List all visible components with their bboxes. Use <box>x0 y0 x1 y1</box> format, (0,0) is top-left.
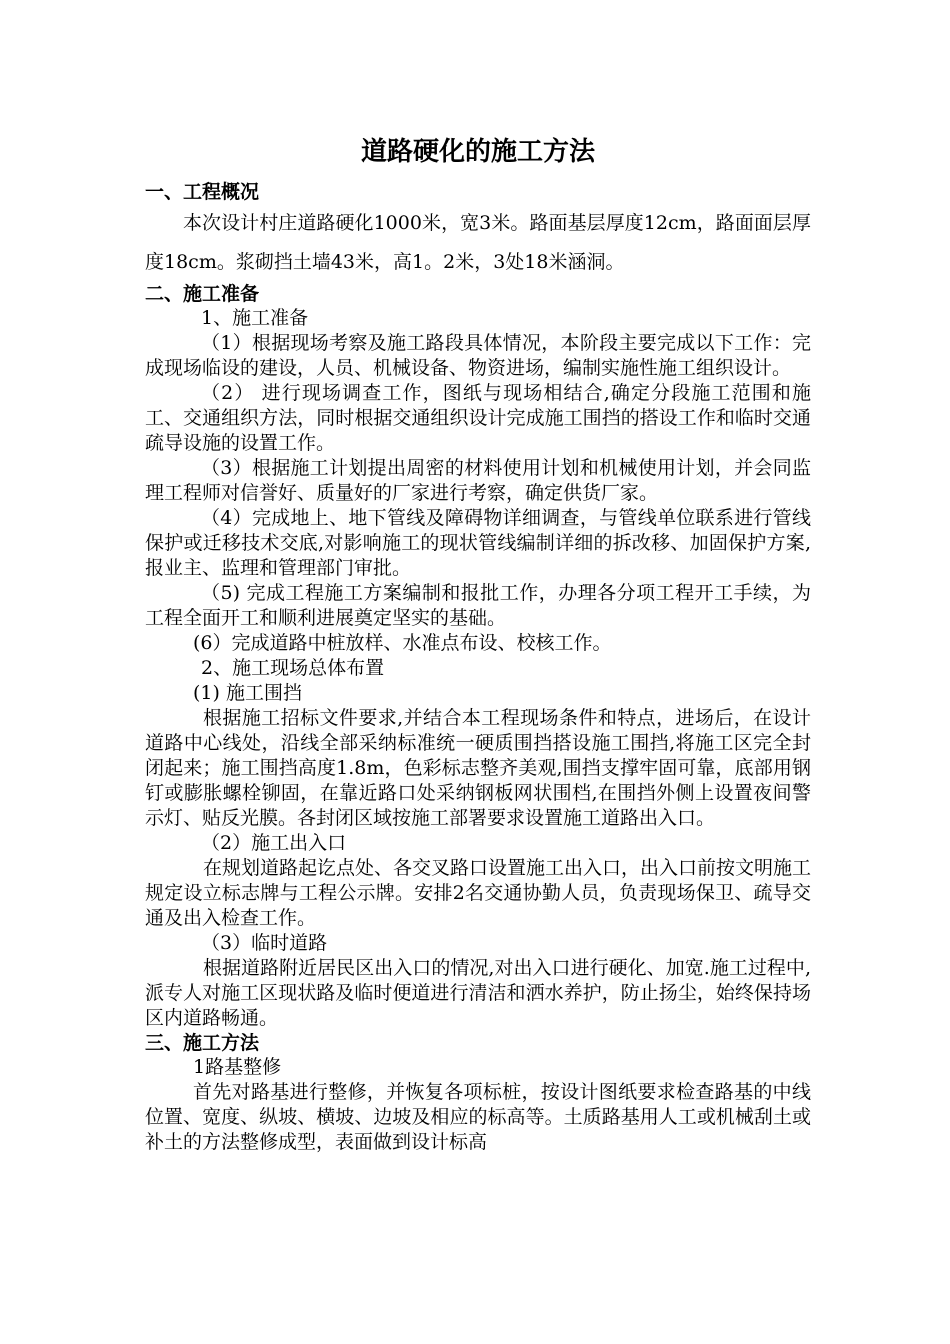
hoarding-title: (1) 施工围挡 <box>193 682 302 704</box>
section-heading-preparation: 二、施工准备 <box>145 283 260 305</box>
overview-paragraph: 本次设计村庄道路硬化1000米，宽3米。路面基层厚度12cm，路面面层厚度18cm。浆砌挡土墙43米，高1。2米，3处18米涵洞。 <box>145 212 811 273</box>
preparation-item-4: （4）完成地上、地下管线及障碍物详细调查，与管线单位联系进行管线保护或迁移技术交底,对影响施工的现状管线编制详细的拆改移、加固保护方案,报业主、监理和管理部门审批。 <box>145 507 811 579</box>
temporary-road-title: （3）临时道路 <box>201 932 328 954</box>
section-heading-method: 三、施工方法 <box>145 1032 260 1054</box>
hoarding-paragraph: 根据施工招标文件要求,并结合本工程现场条件和特点，进场后，在设计道路中心线处，沿线全部采纳标准统一硬质围挡搭设施工围挡,将施工区完全封闭起来；施工围挡高度1.8m，色彩标志整齐美观,围挡支撑牢固可靠，底部用钢钉或膨胀螺栓铆固，在靠近路口处采纳钢板网状围档,在围挡外侧上设置夜间警示灯、贴反光膜。各封闭区域按施工部署要求设置施工道路出入口。 <box>145 707 811 829</box>
preparation-item-5: （5) 完成工程施工方案编制和报批工作，办理各分项工程开工手续，为工程全面开工和顺利进展奠定坚实的基础。 <box>145 582 811 629</box>
preparation-item-1: （1）根据现场考察及施工路段具体情况，本阶段主要完成以下工作：完成现场临设的建设，人员、机械设备、物资进场，编制实施性施工组织设计。 <box>145 332 811 379</box>
preparation-item-6: (6）完成道路中桩放样、水准点布设、校核工作。 <box>193 632 612 654</box>
entrance-paragraph: 在规划道路起讫点处、各交叉路口设置施工出入口，出入口前按文明施工规定设立标志牌与工程公示牌。安排2名交通协勤人员，负责现场保卫、疏导交通及出入检查工作。 <box>145 857 812 929</box>
subheading-site-layout: 2、施工现场总体布置 <box>201 657 385 679</box>
entrance-title: （2）施工出入口 <box>201 832 347 854</box>
section-heading-overview: 一、工程概况 <box>145 181 260 203</box>
subheading-subgrade: 1路基整修 <box>193 1056 282 1078</box>
subheading-preparation: 1、施工准备 <box>201 307 309 329</box>
temporary-road-paragraph: 根据道路附近居民区出入口的情况,对出入口进行硬化、加宽.施工过程中,派专人对施工区现状路及临时便道进行清洁和洒水养护，防止扬尘，始终保持场区内道路畅通。 <box>145 957 811 1029</box>
preparation-item-3: （3）根据施工计划提出周密的材料使用计划和机械使用计划，并会同监理工程师对信誉好、质量好的厂家进行考察，确定供货厂家。 <box>145 457 811 504</box>
document-title: 道路硬化的施工方法 <box>360 137 595 167</box>
subgrade-paragraph: 首先对路基进行整修，并恢复各项标桩，按设计图纸要求检查路基的中线位置、宽度、纵坡、横坡、边坡及相应的标高等。土质路基用人工或机械刮土或补土的方法整修成型，表面做到设计标高 <box>145 1081 811 1153</box>
preparation-item-2: （2） 进行现场调查工作，图纸与现场相结合,确定分段施工范围和施工、交通组织方法，同时根据交通组织设计完成施工围挡的搭设工作和临时交通疏导设施的设置工作。 <box>145 382 811 454</box>
document-body <box>145 124 811 1155</box>
